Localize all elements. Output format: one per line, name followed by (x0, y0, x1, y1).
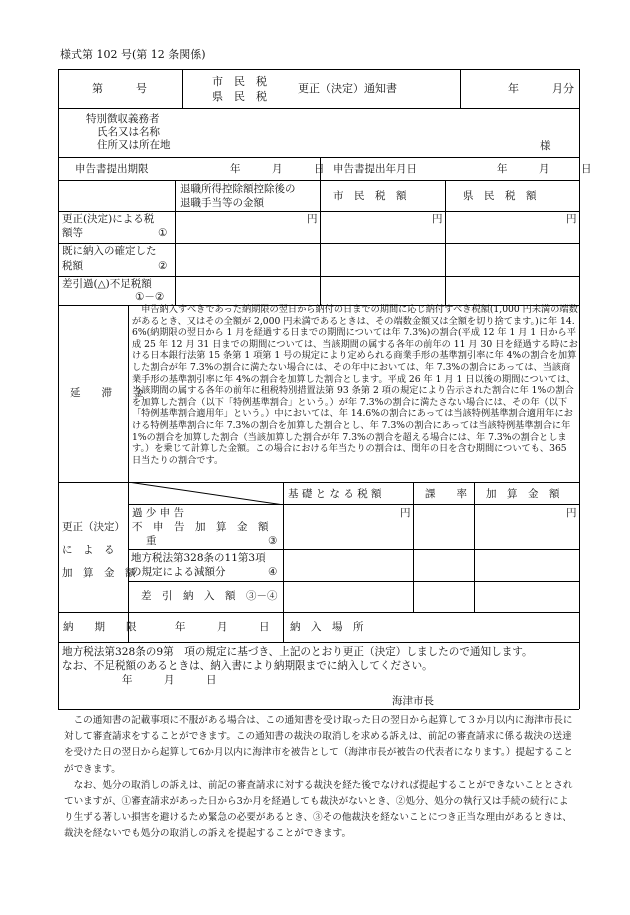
penalty-yen-base: 円 (400, 507, 411, 519)
penalty-amount-heading: 加 算 金 額 (486, 488, 560, 500)
appeal-paragraph-1: この通知書の記載事項に不服がある場合は、この通知書を受け取った日の翌日から起算して３か月以内に海津市長に対して審査請求をすることができます。この通知書の裁決の取消しを求める訴えは、前記の審査請求に係る裁決の送達を受けた日の翌日から起算して6か月以内に海津市を被告として（海津市長が被告の代表者になります。）提起することができます。 (64, 715, 574, 775)
diagonal-line (128, 482, 284, 505)
row1-yen-retire: 円 (307, 213, 318, 225)
statement-date: 年 月 日 (122, 674, 217, 686)
penalty-r2-marker: ④ (268, 566, 278, 578)
delay-charge-label: 延 滞 金 (70, 387, 144, 399)
city-tax-amount-heading: 市 民 税 額 (333, 190, 407, 202)
retirement-allowance-heading-1: 退職所得控除額控除後の (180, 183, 296, 195)
penalty-r1-b: 不 申 告 加 算 金 額 (132, 521, 269, 533)
row2-label-b: 税額 (62, 260, 83, 272)
due-date-value: 年 月 日 (175, 621, 270, 633)
honorific-sama: 様 (540, 140, 551, 152)
mayor-signature: 海津市長 (392, 695, 434, 707)
address-label: 住所又は所在地 (97, 139, 171, 151)
row1-yen-pref: 円 (566, 213, 577, 225)
statement-line-2: なお、不足税額のあるときは、納入書により納期限までに納入してください。 (62, 660, 433, 672)
rate-heading: 課 率 (425, 488, 467, 500)
filing-date-label: 申告書提出年月日 (333, 163, 417, 175)
row1-label-a: 更正(決定)による税 (62, 213, 155, 225)
filing-deadline-label: 申告書提出期限 (75, 163, 149, 175)
form-number: 様式第 102 号(第 12 条関係) (60, 48, 206, 61)
penalty-r1-a: 過 少 申 告 (132, 507, 185, 519)
penalty-r2-a: 地方税法第328条の11第3項 (131, 552, 266, 564)
row2-label-a: 既に納入の確定した (62, 245, 157, 257)
row2-marker: ② (158, 260, 168, 272)
penalty-r2-b: の規定による減額分 (131, 566, 226, 578)
name-label: 氏名又は名称 (97, 126, 160, 138)
appeal-paragraph-2: なお、処分の取消しの訴えは、前記の審査請求に対する裁決を経た後でなければ提起することができないこととされていますが、①審査請求があった日から3か月を経過しても裁決がないとき、②処分、処分の執行又は手続の続行により生ずる著しい損害を避けるため緊急の必要があるとき、③その他裁決を経ないことにつき正当な理由があるときは、裁決を経ないでも処分の取消しの訴えを提起することができます。 (64, 779, 573, 840)
statement-line-1: 地方税法第328条の9第 項の規定に基づき、上記のとおり更正（決定）しましたので通知します。 (62, 646, 533, 658)
row1-label-b: 額等 (62, 227, 83, 239)
penalty-yen-amount: 円 (566, 507, 577, 519)
year-month-field: 年 月分 (508, 82, 574, 95)
penalty-r1-marker: ③ (268, 535, 278, 547)
base-tax-heading: 基 礎 と な る 税 額 (288, 488, 382, 500)
delay-charge-text: 申告納入すべきであった納期限の翌日から納付の日までの期間に応じ納付すべき税額(1,000 円未満の端数があるとき、又はその全額が 2,000 円未満であるときは、その端数金額又は全額を切り捨てます。)に年 14.6%(納期限の翌日から 1 月を経過する日までの期間については年 7.3%)の割合(平成 12 年 1 月 1 日から平成 25 年 12 月 31 日までの期間については、当該期間の属する各年の前年の 11 月 30 日を経過する時における日本銀行法第 15 条第 1 項第 1 号の規定により定められる商業手形の基準割引率に年 4%の割合を加算した割合が年 7.3%の割合に満たない場合には、その年中においては、年 7.3%の割合にあっては、当該商業手形の基準割引率に年 4%の割合を加算した割合とします。平成 26 年 1 月 1 日以後の期間については、当該期間の属する各年の前年に租税特別措置法第 93 条第 2 項の規定により告示された割合に年 1%の割合を加算した割合（以下「特例基準割合」という。）が年 7.3%の割合に満たさない場合には、その年（以下「特例基準割合適用年」という。）中においては、年 14.6%の割合にあっては当該特例基準割合適用年における特例基準割合に年 7.3%の割合を加算した割合とし、年 7.3%の割合にあっては当該特例基準割合に年 1%の割合を加算した割合（当該加算した割合が年 7.3%の割合を超える場合には、年 7.3%の割合とします。）を乗じて計算した金額。この場合における年当たりの割合は、閏年の日を含む期間についても、365 日当たりの割合です。 (132, 304, 578, 466)
due-date-label: 納 期 限 (63, 621, 137, 633)
filing-deadline-value: 年 月 日 (230, 163, 325, 175)
penalty-r1-c: 重 (146, 535, 157, 547)
row1-yen-city: 円 (432, 213, 443, 225)
pref-tax-amount-heading: 県 民 税 額 (463, 190, 537, 202)
filing-date-value: 年 月 日 (497, 163, 592, 175)
row3-marker: ①－② (135, 291, 165, 303)
document-title: 更正（決定）通知書 (298, 82, 397, 95)
withholding-agent-label: 特別徴収義務者 (86, 113, 160, 125)
notice-number-label: 第 号 (92, 82, 147, 95)
payment-place-label: 納 入 場 所 (290, 621, 364, 633)
city-tax-label: 市 民 税 (212, 75, 267, 88)
penalty-label-2: に よ る (62, 544, 115, 556)
penalty-label-1: 更正（決定） (62, 521, 125, 533)
row3-label: 差引過(△)不足税額 (62, 278, 152, 290)
prefectural-tax-label: 県 民 税 (212, 90, 267, 103)
appeal-notice (64, 713, 578, 843)
row1-marker: ① (158, 227, 168, 239)
net-payment-label: 差 引 納 入 額 ③－④ (141, 590, 278, 602)
penalty-label-3: 加 算 金 額 (62, 567, 136, 579)
retirement-allowance-heading-2: 退職手当等の金額 (180, 197, 264, 209)
